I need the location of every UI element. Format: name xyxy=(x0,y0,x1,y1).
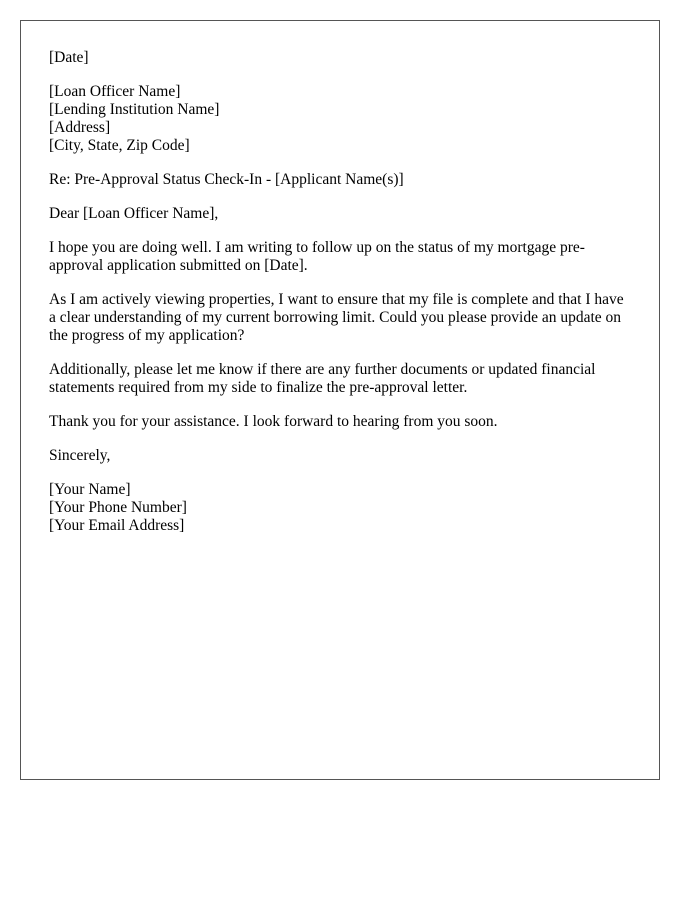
letter-date xyxy=(49,49,629,67)
signature-email: [Your Email Address] xyxy=(49,517,185,534)
recipient-address: [Address] xyxy=(49,119,111,136)
closing xyxy=(49,447,629,465)
recipient-address-block xyxy=(49,83,629,155)
subject-text: Re: Pre-Approval Status Check-In - [Applicant Name(s)] xyxy=(49,171,404,188)
recipient-institution: [Lending Institution Name] xyxy=(49,101,220,118)
paragraph-intro: I hope you are doing well. I am writing to follow up on the status of my mortgage pre-approval application submitted on [Date]. xyxy=(49,239,585,274)
signature-name: [Your Name] xyxy=(49,481,131,498)
salutation-text: Dear [Loan Officer Name], xyxy=(49,205,219,222)
salutation xyxy=(49,205,629,223)
letter-body xyxy=(49,49,629,551)
paragraph-request-update: As I am actively viewing properties, I want to ensure that my file is complete and that I have a clear understanding of my current borrowing limit. Could you please provide an update on the progress of my application? xyxy=(49,291,624,344)
closing-text: Sincerely, xyxy=(49,447,111,464)
paragraph-documents: Additionally, please let me know if there are any further documents or updated financial statements required from my side to finalize the pre-approval letter. xyxy=(49,361,596,396)
subject-line xyxy=(49,171,629,189)
date-text: [Date] xyxy=(49,49,89,66)
paragraph-thanks: Thank you for your assistance. I look forward to hearing from you soon. xyxy=(49,413,498,430)
recipient-city-state-zip: [City, State, Zip Code] xyxy=(49,137,190,154)
signature-phone: [Your Phone Number] xyxy=(49,499,187,516)
letter-page xyxy=(20,20,660,780)
signature-block xyxy=(49,481,629,535)
recipient-name: [Loan Officer Name] xyxy=(49,83,181,100)
